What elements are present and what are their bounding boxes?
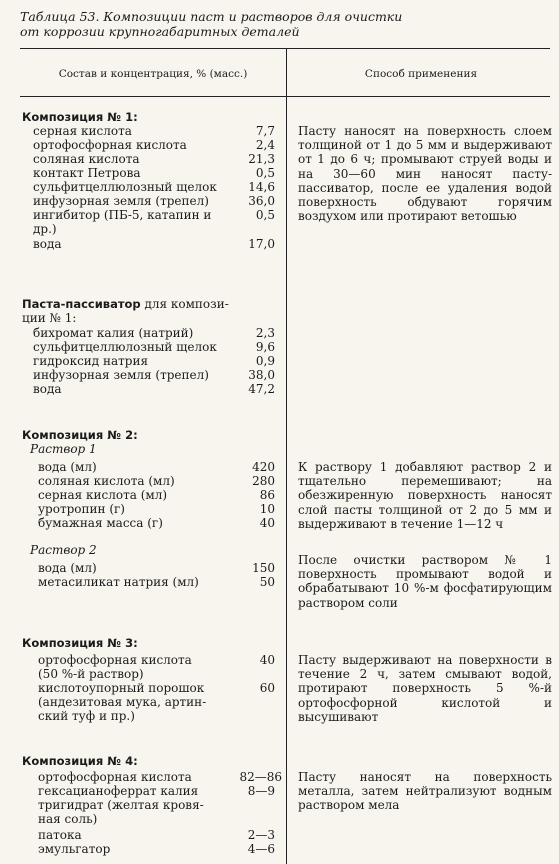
c1-item-value: 7,7 bbox=[255, 124, 275, 138]
sol1-item-value: 40 bbox=[259, 516, 275, 530]
composition-2-title: Композиция № 2: bbox=[22, 428, 138, 442]
sol1-item-value: 86 bbox=[259, 488, 275, 502]
passivator-item-value: 2,3 bbox=[255, 326, 275, 340]
sol1-item-name: вода (мл) bbox=[38, 460, 97, 474]
c1-item-value: 14,6 bbox=[248, 180, 275, 194]
c3-item-name: (андезитовая мука, артин- bbox=[38, 695, 207, 709]
sol1-item-name: бумажная масса (г) bbox=[38, 516, 163, 530]
sol1-item-value: 280 bbox=[252, 474, 275, 488]
c1-item-value: 0,5 bbox=[255, 208, 275, 222]
c4-item-name: тригидрат (желтая кровя- bbox=[38, 798, 204, 812]
solution-2-method: После очистки раствором № 1 поверхность промывают водой и обрабатывают 10 %-м фосфатирующим раствором соли bbox=[298, 553, 552, 610]
passivator-item-name: вода bbox=[33, 382, 62, 396]
c4-item-value: 8—9 bbox=[247, 784, 275, 798]
composition-4-method: Пасту наносят на поверхность металла, затем нейтрализуют водным раствором мела bbox=[298, 770, 552, 813]
c1-item-name: ортофосфорная кислота bbox=[33, 138, 187, 152]
passivator-title-line2: ции № 1: bbox=[22, 311, 77, 325]
solution-1-label: Раствор 1 bbox=[30, 442, 97, 456]
passivator-item-name: гидроксид натрия bbox=[33, 354, 149, 368]
c3-item-name: (50 %-й раствор) bbox=[38, 667, 144, 681]
sol1-item-name: уротропин (г) bbox=[38, 502, 125, 516]
c1-item-name: ингибитор (ПБ-5, катапин и bbox=[33, 208, 212, 222]
composition-3-method: Пасту выдерживают на поверхности в течение 2 ч, затем смывают водой, протирают поверхность 5 %-й ортофосфорной кислотой и высушивают bbox=[298, 653, 552, 724]
c1-item-name: контакт Петрова bbox=[33, 166, 141, 180]
c4-item-name: патока bbox=[38, 828, 82, 842]
header-method: Способ применения bbox=[364, 68, 478, 80]
header-bottom-rule bbox=[20, 96, 550, 97]
passivator-item-name: бихромат калия (натрий) bbox=[33, 326, 194, 340]
sol1-item-name: соляная кислота (мл) bbox=[38, 474, 175, 488]
solution-1-method: К раствору 1 добавляют раствор 2 и тщательно перемешивают; на обезжиренную поверхность наносят слой пасты толщиной от 2 до 5 мм и выдерживают в течение 1—12 ч bbox=[298, 460, 552, 531]
sol2-item-value: 50 bbox=[259, 575, 275, 589]
table-top-rule bbox=[20, 48, 550, 49]
c1-item-value: 21,3 bbox=[248, 152, 275, 166]
passivator-title-rest: для компози- bbox=[144, 297, 229, 311]
caption-line-1: Таблица 53. Композиции паст и растворов для очистки bbox=[20, 9, 403, 24]
c1-item-name: инфузорная земля (трепел) bbox=[33, 194, 209, 208]
c3-item-value: 60 bbox=[259, 681, 275, 695]
passivator-item-value: 38,0 bbox=[248, 368, 275, 382]
c1-item-name: соляная кислота bbox=[33, 152, 140, 166]
passivator-item-name: инфузорная земля (трепел) bbox=[33, 368, 209, 382]
composition-3-title: Композиция № 3: bbox=[22, 636, 138, 650]
passivator-item-name: сульфитцеллюлозный щелок bbox=[33, 340, 217, 354]
composition-1-title: Композиция № 1: bbox=[22, 110, 138, 124]
c4-item-value: 4—6 bbox=[247, 842, 275, 856]
passivator-item-value: 47,2 bbox=[248, 382, 275, 396]
sol2-item-name: вода (мл) bbox=[38, 561, 97, 575]
passivator-title bbox=[22, 297, 229, 311]
sol2-item-value: 150 bbox=[252, 561, 275, 575]
table-caption bbox=[20, 9, 540, 39]
c3-item-name: кислотоупорный порошок bbox=[38, 681, 205, 695]
c1-item-name: вода bbox=[33, 237, 62, 251]
column-divider bbox=[286, 49, 287, 864]
sol1-item-value: 10 bbox=[259, 502, 275, 516]
passivator-title-bold: Паста-пассиватор bbox=[22, 297, 141, 311]
c1-item-name: серная кислота bbox=[33, 124, 132, 138]
c4-item-name: ортофосфорная кислота bbox=[38, 770, 192, 784]
c4-item-value: 82—86 bbox=[239, 770, 282, 784]
c1-item-value: 0,5 bbox=[255, 166, 275, 180]
solution-2-label: Раствор 2 bbox=[30, 543, 97, 557]
sol1-item-name: серная кислота (мл) bbox=[38, 488, 168, 502]
c1-item-name: др.) bbox=[33, 222, 57, 236]
passivator-item-value: 9,6 bbox=[255, 340, 275, 354]
c4-item-name: гексацианоферрат калия bbox=[38, 784, 199, 798]
c3-item-value: 40 bbox=[259, 653, 275, 667]
c3-item-name: ский туф и пр.) bbox=[38, 709, 135, 723]
c4-item-name: ная соль) bbox=[38, 812, 98, 826]
passivator-item-value: 0,9 bbox=[255, 354, 275, 368]
c3-item-name: ортофосфорная кислота bbox=[38, 653, 192, 667]
c1-item-value: 36,0 bbox=[248, 194, 275, 208]
header-composition: Состав и концентрация, % (масс.) bbox=[58, 68, 248, 80]
c1-item-value: 17,0 bbox=[248, 237, 275, 251]
c4-item-value: 2—3 bbox=[247, 828, 275, 842]
sol1-item-value: 420 bbox=[252, 460, 275, 474]
caption-line-2: от коррозии крупногабаритных деталей bbox=[20, 24, 300, 39]
c1-item-value: 2,4 bbox=[255, 138, 275, 152]
sol2-item-name: метасиликат натрия (мл) bbox=[38, 575, 199, 589]
composition-4-title: Композиция № 4: bbox=[22, 754, 138, 768]
c1-item-name: сульфитцеллюлозный щелок bbox=[33, 180, 217, 194]
composition-1-method: Пасту наносят на поверхность слоем толщиной от 1 до 5 мм и выдерживают от 1 до 6 ч; промывают струей воды и на 30—60 мин наносят пасту-пассиватор, после ее удаления водой поверхность обдувают горячим воздухом или протирают ветошью bbox=[298, 124, 552, 224]
c4-item-name: эмульгатор bbox=[38, 842, 111, 856]
